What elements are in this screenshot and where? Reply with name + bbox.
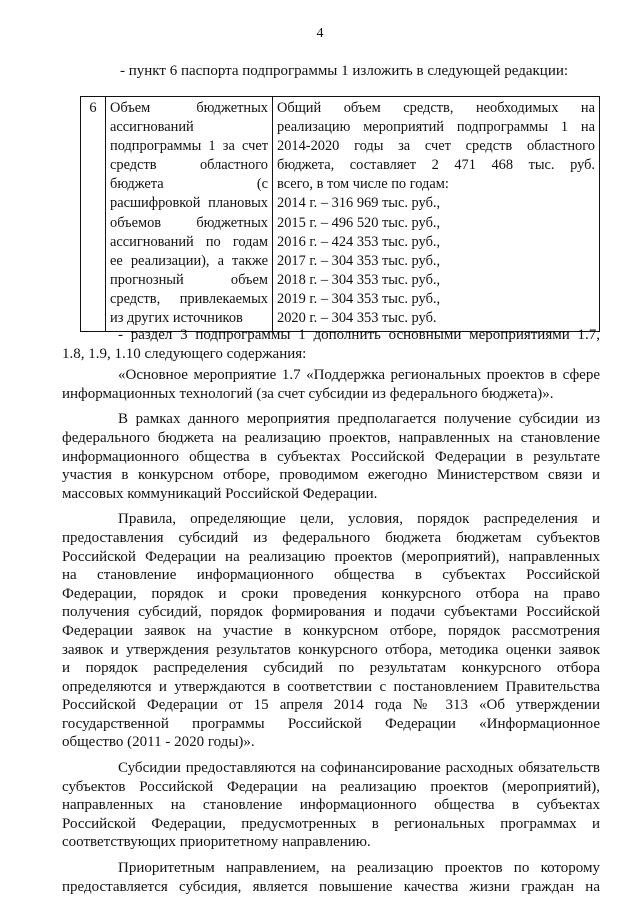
text-line: В рамках данного мероприятия предполагается получение субсидии из bbox=[118, 411, 600, 428]
paragraph bbox=[62, 326, 600, 363]
text-line: предоставления субсидий из федерального бюджета бюджетам субъектов bbox=[62, 529, 600, 546]
label-line: бюджета (с bbox=[110, 176, 268, 193]
text-line: направленных на становление информационного общества в субъектах bbox=[62, 797, 600, 814]
value-line: 2015 г. – 496 520 тыс. руб., bbox=[277, 214, 441, 231]
value-line: 2014 г. – 316 969 тыс. руб., bbox=[277, 195, 441, 212]
label-line: расшифровкой плановых bbox=[110, 195, 268, 212]
text-line: Федерации заявок на участие в конкурсном отборе, порядок рассмотрения bbox=[62, 622, 600, 639]
page-number: 4 bbox=[316, 26, 324, 41]
value-line: всего, в том числе по годам: bbox=[277, 176, 449, 193]
body-text bbox=[62, 326, 600, 903]
paragraph bbox=[62, 859, 600, 896]
text-line: участия в конкурсном отборе, проводимом ежегодно Министерством связи и bbox=[62, 467, 600, 484]
text-line: Субсидии предоставляются на софинансирование расходных обязательств bbox=[118, 760, 600, 777]
value-line: 2016 г. – 424 353 тыс. руб., bbox=[277, 233, 441, 250]
text-line: Федерации, порядок и сроки проведения конкурсного отбора на право bbox=[62, 585, 600, 602]
paragraph bbox=[62, 366, 600, 403]
label-line: ассигнований по годам bbox=[110, 233, 268, 250]
text-line: - раздел 3 подпрограммы 1 дополнить основными мероприятиями 1.7, bbox=[118, 327, 600, 343]
value-line: бюджета, составляет 2 471 468 тыс. руб. bbox=[277, 157, 595, 174]
text-line: субъектов Российской Федерации на реализацию проектов (мероприятий), bbox=[62, 778, 600, 795]
label-cell bbox=[106, 97, 273, 332]
row-number-cell bbox=[81, 97, 106, 332]
text-line: Приоритетным направлением, на реализацию проектов по которому bbox=[118, 860, 600, 877]
label-line: ее реализации), а также bbox=[110, 252, 268, 269]
label-line: подпрограммы 1 за счет bbox=[110, 138, 268, 155]
value-line: Общий объем средств, необходимых на bbox=[277, 100, 595, 116]
text-line: массовых коммуникаций Российской Федерации. bbox=[62, 485, 378, 502]
value-line: 2014-2020 годы за счет средств областного bbox=[277, 138, 595, 155]
label-line: объемов бюджетных bbox=[110, 214, 268, 231]
text-line: Российской Федерации на реализацию проектов (мероприятий), направленных bbox=[62, 548, 600, 565]
value-line: реализацию мероприятий подпрограммы 1 на bbox=[277, 119, 595, 136]
text-line: информационного общества в субъектах Российской Федерации в результате bbox=[62, 448, 600, 465]
label-line: средств областного bbox=[110, 157, 268, 174]
paragraph bbox=[62, 759, 600, 852]
text-line: Правила, определяющие цели, условия, порядок распределения и bbox=[118, 511, 600, 528]
text-line: 1.8, 1.9, 1.10 следующего содержания: bbox=[62, 345, 307, 362]
text-line: «Основное мероприятие 1.7 «Поддержка региональных проектов в сфере bbox=[118, 367, 600, 384]
text-line: предоставляется субсидия, является повышение качества жизни граждан на bbox=[62, 878, 600, 895]
label-line: Объем бюджетных bbox=[110, 100, 268, 116]
value-line: 2017 г. – 304 353 тыс. руб., bbox=[277, 252, 441, 269]
text-line: определяются и утверждаются в соответствии с постановлением Правительства bbox=[62, 678, 600, 695]
text-line: получения субсидий, порядок формирования и подачи субъектами Российской bbox=[62, 604, 600, 621]
paragraph bbox=[62, 410, 600, 503]
paragraph bbox=[62, 510, 600, 752]
label-line: средств, привлекаемых bbox=[110, 290, 268, 307]
text-line: государственной программы Российской Федерации «Информационное bbox=[62, 715, 600, 732]
label-line: ассигнований bbox=[110, 119, 194, 136]
row-number: 6 bbox=[89, 100, 97, 116]
value-line: 2018 г. – 304 353 тыс. руб., bbox=[277, 271, 441, 288]
text-line: на становление информационного общества в субъектах Российской bbox=[62, 567, 600, 584]
text-line: Российской Федерации от 15 апреля 2014 года № 313 «Об утверждении bbox=[62, 697, 600, 714]
value-cell bbox=[273, 97, 600, 332]
text-line: соответствующих приоритетному направлению. bbox=[62, 834, 371, 851]
value-line: 2019 г. – 304 353 тыс. руб., bbox=[277, 290, 441, 307]
passport-table bbox=[80, 96, 600, 332]
label-line: из других источников bbox=[110, 310, 243, 327]
text-line: общество (2011 - 2020 годы)». bbox=[62, 734, 255, 751]
text-line: и порядок распределения субсидий по результатам конкурсного отбора bbox=[62, 660, 600, 677]
value-line: 2020 г. – 304 353 тыс. руб. bbox=[277, 310, 437, 327]
intro-line: - пункт 6 паспорта подпрограммы 1 изложить в следующей редакции: bbox=[120, 63, 569, 79]
label-line: прогнозный объем bbox=[110, 271, 268, 288]
text-line: информационных технологий (за счет субсидии из федерального бюджета)». bbox=[62, 385, 554, 402]
text-line: Российской Федерации, предусмотренных в региональных программах и bbox=[62, 815, 600, 832]
text-line: федерального бюджета на реализацию проектов, направленных на становление bbox=[62, 429, 600, 446]
text-line: заявок и утверждения результатов конкурсного отбора, методика оценки заявок bbox=[62, 641, 600, 658]
table-row bbox=[81, 97, 600, 332]
